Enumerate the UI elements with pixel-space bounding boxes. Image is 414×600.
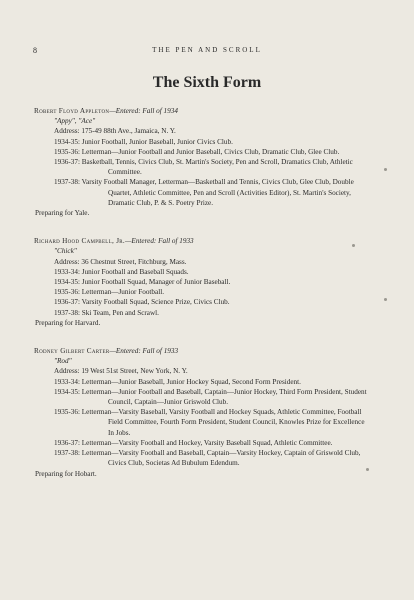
- section-title: The Sixth Form: [152, 74, 262, 91]
- page-header: [0, 46, 414, 56]
- activity-year-line: 1933-34: Letterman—Junior Baseball, Junior Hockey Squad, Second Form President.: [54, 377, 301, 386]
- paper-speck: [366, 468, 369, 471]
- entered-date: —Entered: Fall of 1933: [125, 237, 194, 246]
- preparing-for: Preparing for Yale.: [35, 209, 90, 218]
- entered-date: —Entered: Fall of 1934: [109, 107, 178, 115]
- address: Address: 19 West 51st Street, New York, N. Y.: [54, 367, 188, 376]
- paper-speck: [384, 298, 387, 301]
- activity-year-line: 1936-37: Basketball, Tennis, Civics Club, St. Martin's Society, Pen and Scroll, Dramatics Club, Athletic Committee.: [54, 158, 353, 177]
- preparing-for: Preparing for Harvard.: [35, 318, 101, 327]
- activity-year-line: 1936-37: Varsity Football Squad, Science Prize, Civics Club.: [54, 298, 230, 307]
- paper-speck: [352, 244, 355, 247]
- page-number: 8: [33, 46, 37, 55]
- activity-year-line: 1934-35: Junior Football Squad, Manager of Junior Baseball.: [54, 278, 231, 287]
- nickname: "Rod": [54, 357, 72, 366]
- activity-year-line: 1933-34: Junior Football and Baseball Squads.: [54, 267, 189, 276]
- address: Address: 175-49 88th Ave., Jamaica, N. Y.: [54, 127, 176, 136]
- student-name: Rodney Gilbert Carter: [34, 347, 110, 356]
- student-name-line: [34, 236, 372, 246]
- activity-year-line: 1937-38: Varsity Football Manager, Letterman—Basketball and Tennis, Civics Club, Glee Club, Double Quartet, Athletic Committee, Pen and Scroll (Activities Editor), St. Martin's Society, Dramatic Club, P. & S. Poetry Prize.: [54, 178, 354, 207]
- entries-list: [32, 106, 372, 497]
- preparing-for: Preparing for Hobart.: [35, 469, 97, 478]
- student-entry: [32, 106, 372, 218]
- running-title: THE PEN AND SCROLL: [152, 46, 262, 54]
- student-entry: [32, 236, 372, 328]
- nickname: "Chick": [54, 247, 77, 256]
- address: Address: 36 Chestnut Street, Fitchburg, Mass.: [54, 257, 187, 266]
- student-entry: [32, 346, 372, 479]
- activity-year-line: 1935-36: Letterman—Junior Football and Junior Baseball, Civics Club, Dramatic Club, Glee Club.: [54, 147, 340, 156]
- entered-date: —Entered: Fall of 1933: [109, 347, 179, 356]
- nickname: "Appy", "Ace": [54, 117, 96, 126]
- student-name: Robert Floyd Appleton: [34, 107, 110, 115]
- activity-year-line: 1935-36: Letterman—Varsity Baseball, Varsity Football and Hockey Squads, Athletic Committee, Football Field Committee, Fourth Form President, Student Council, Knowles Prize for Excellence In Jobs.: [54, 408, 365, 437]
- paper-speck: [384, 168, 387, 171]
- activity-year-line: 1936-37: Letterman—Varsity Football and Hockey, Varsity Baseball Squad, Athletic Committee.: [54, 438, 333, 447]
- student-name-line: [34, 346, 372, 356]
- activity-year-line: 1937-38: Letterman—Varsity Football and Baseball, Captain—Varsity Hockey, Captain of Griswold Club, Civics Club, Societas Ad Bubulum Edendum.: [54, 449, 361, 468]
- student-name: Richard Hood Campbell, Jr.: [34, 237, 126, 246]
- activity-year-line: 1934-35: Junior Football, Junior Baseball, Junior Civics Club.: [54, 137, 233, 146]
- activity-year-line: 1937-38: Ski Team, Pen and Scrawl.: [54, 308, 159, 317]
- student-name-line: [34, 106, 372, 116]
- activity-year-line: 1935-36: Letterman—Junior Football.: [54, 288, 164, 297]
- activity-year-line: 1934-35: Letterman—Junior Football and Baseball, Captain—Junior Hockey, Third Form President, Student Council, Captain—Junior Griswold Club.: [54, 387, 367, 407]
